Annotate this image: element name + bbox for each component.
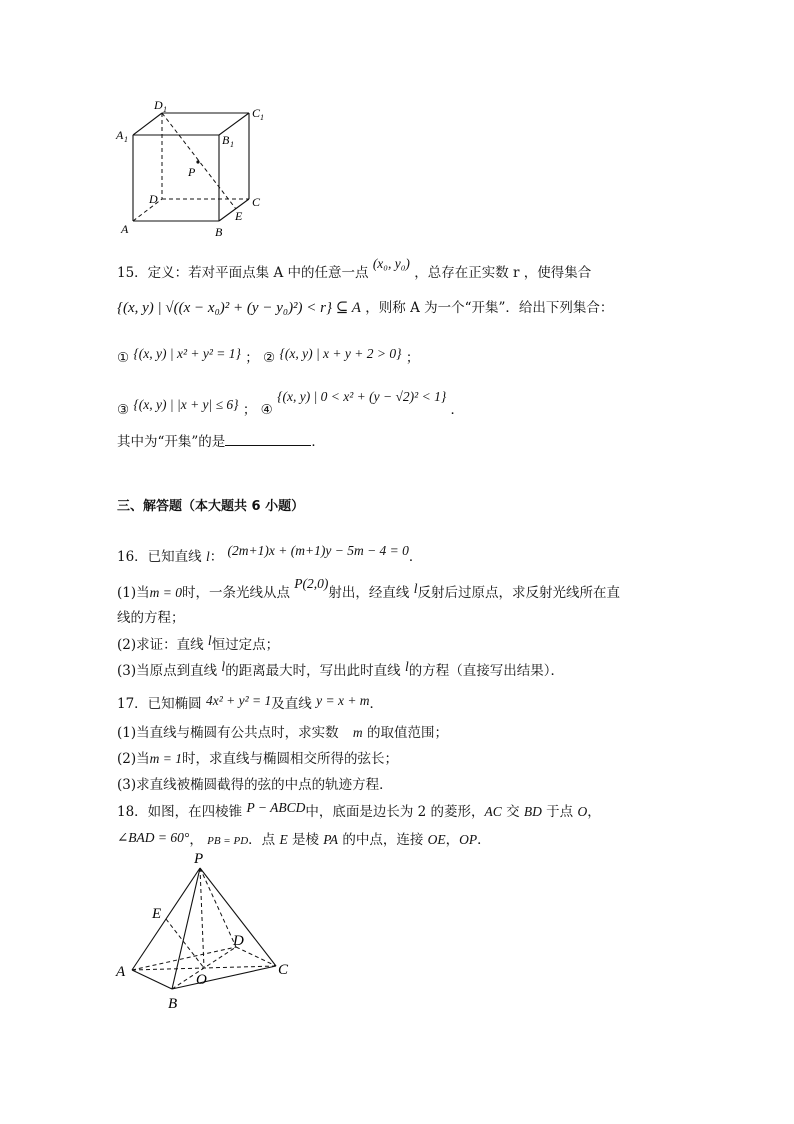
q15-line1 [117,256,592,281]
q15-ask-end: ． [311,434,325,450]
pyramid-label-e: E [152,906,162,922]
q17-p1-b: 的取值范围； [366,725,448,741]
q18-l2-b: ．点 [248,832,280,848]
q18-l1-h: ， [587,804,601,820]
q16-p1-a: (1)当 [117,585,150,601]
q15-sep2: ； [405,350,420,366]
q15-answer-blank[interactable] [225,433,311,446]
cube-label-e: E [235,209,243,223]
q18-l1-o: O [577,804,588,819]
q15-opt3: {(x, y) | |x + y| ≤ 6} [133,397,239,412]
q16-stem-l: l [205,549,210,564]
q15-opt2: {(x, y) | x + y + 2 > 0} [279,346,402,361]
q15-opt1: {(x, y) | x² + y² = 1} [133,346,241,361]
q16-p2-a: (2)求证：直线 [117,637,204,653]
pyramid-label-o: O [196,972,207,988]
q15-set-def: {(x, y) | √((x − x₀)² + (y − y₀)²) < r} ⊆ A [117,300,361,316]
q18-l2-oe: OE [427,832,446,847]
q18-angle: ∠BAD = 60° [117,830,190,845]
q16-p3-b: 的距离最大时，写出此时直线 [225,663,401,679]
pyramid-label-d: D [233,933,244,949]
q18-line2 [117,828,491,848]
q15-line4 [117,389,465,418]
cube-label-b: B [215,225,223,239]
q18-l2-e: E [279,832,288,847]
q18-l1-b: 中，底面是边长为 2 的菱形， [305,804,485,820]
q15-line1-a: 15．定义：若对平面点集 A 中的任意一点 [117,265,369,281]
q17-ellipse: 4x² + y² = 1 [205,693,272,708]
q16-p2-l: l [207,633,212,648]
q15-line3 [117,346,419,366]
q17-p1-m: m [352,725,363,740]
q17-stem [117,692,383,712]
q16-eq: (2m+1)x + (m+1)y − 5m − 4 = 0 [227,543,409,558]
q15-line2-b: ，则称 A 为一个“开集”．给出下列集合： [365,300,614,316]
pyramid-label-p: P [194,851,204,867]
q16-p1-l: l [413,581,418,596]
q18-l2-c: 是棱 [287,832,324,848]
q15-opt1-mark: ① [117,350,130,366]
cube-figure [112,95,282,240]
cube-label-c1: C [252,106,261,120]
q17-line: y = x + m [316,693,370,708]
q16-stem-a: 16．已知直线 [117,549,202,565]
q15-opt3-mark: ③ [117,402,130,418]
q18-l2-pa: PA [323,832,339,847]
cube-label-a: A [121,222,129,236]
q15-opt4: {(x, y) | 0 < x² + (y − √2)² < 1} [277,389,447,404]
q17-part2 [117,747,398,767]
q16-p3-l2: l [404,659,409,674]
q16-stem-b: ： [209,549,224,565]
q16-p3-c: 的方程（直接写出结果）． [408,663,564,679]
q17-part3: (3)求直线被椭圆截得的弦的中点的轨迹方程． [117,777,393,793]
q18-l2-sep: ， [445,832,460,848]
q15-sep1: ； [245,350,259,366]
q18-pyramid-name: P − ABCD [246,800,306,815]
cube-label-d: D [149,192,158,206]
cube-label-c: C [252,195,261,209]
q16-p1-m: m = 0 [149,585,182,600]
q16-part1 [117,576,620,601]
cube-label-d1: D [154,98,163,112]
q18-pb-pd: PB = PD [207,835,249,847]
q16-p1-b: 时，一条光线从点 [181,585,290,601]
q18-l2-d: 的中点，连接 [338,832,428,848]
section3-title: 三、解答题（本大题共 6 小题） [117,499,305,514]
q16-part3 [117,659,564,679]
q18-l1-bd: BD [523,804,542,819]
q16-p3-a: (3)当原点到直线 [117,663,218,679]
q16-p1-c: 射出，经直线 [328,585,410,601]
q18-l2-a: ， [189,832,203,848]
q17-p2-b: 时，求直线与椭圆相交所得的弦长； [181,751,398,767]
cube-label-c1-sub: 1 [260,113,264,122]
q16-part1-cont: 线的方程； [117,610,185,626]
cube-label-b1: B [222,133,230,147]
q15-ask-text: 其中为“开集”的是 [117,434,226,450]
pyramid-label-b: B [168,996,178,1012]
q17-p2-m: m = 1 [149,751,182,766]
q17-part1 [117,721,448,741]
q18-l2-op: OP [459,832,478,847]
q18-l2-end: ． [477,832,491,848]
q18-l1-a: 18．如图，在四棱锥 [117,804,243,820]
q17-stem-end: ． [369,696,384,712]
q15-point: (x₀, y₀) [372,256,410,271]
q15-opt4-mark: ④ [260,402,273,418]
q18-l1-ac: AC [484,804,502,819]
q17-p2-a: (2)当 [117,751,150,767]
q18-l1-f: 于点 [541,804,578,820]
q16-p1-point: P(2,0) [294,576,329,591]
q15-end4: ． [450,402,465,418]
q15-opt2-mark: ② [263,350,276,366]
cube-label-p: P [188,165,196,179]
q16-part2 [117,633,279,653]
q18-line1 [117,800,601,820]
q15-sep3: ； [242,402,257,418]
q16-p2-b: 恒过定点； [211,637,280,653]
q15-line2 [117,296,613,317]
q17-stem-a: 17．已知椭圆 [117,696,202,712]
cube-label-a1: A [116,128,124,142]
q16-p1-d: 反射后过原点，求反射光线所在直 [417,585,620,601]
q16-stem [117,545,422,565]
pyramid-label-c: C [278,962,289,978]
q15-ask [117,430,325,450]
q18-l1-d: 交 [501,804,524,820]
q16-stem-end: ． [408,549,423,565]
q17-stem-b: 及直线 [271,696,312,712]
q16-p3-l: l [221,659,226,674]
q15-line1-b: ，总存在正实数 r ，使得集合 [414,265,592,281]
q17-p1-a: (1)当直线与椭圆有公共点时，求实数 [117,725,339,741]
pyramid-label-a: A [116,964,126,980]
pyramid-figure [110,848,310,1016]
cube-label-a1-sub: 1 [124,135,128,144]
cube-label-b1-sub: 1 [230,140,234,149]
cube-label-d1-sub: 1 [163,105,167,114]
